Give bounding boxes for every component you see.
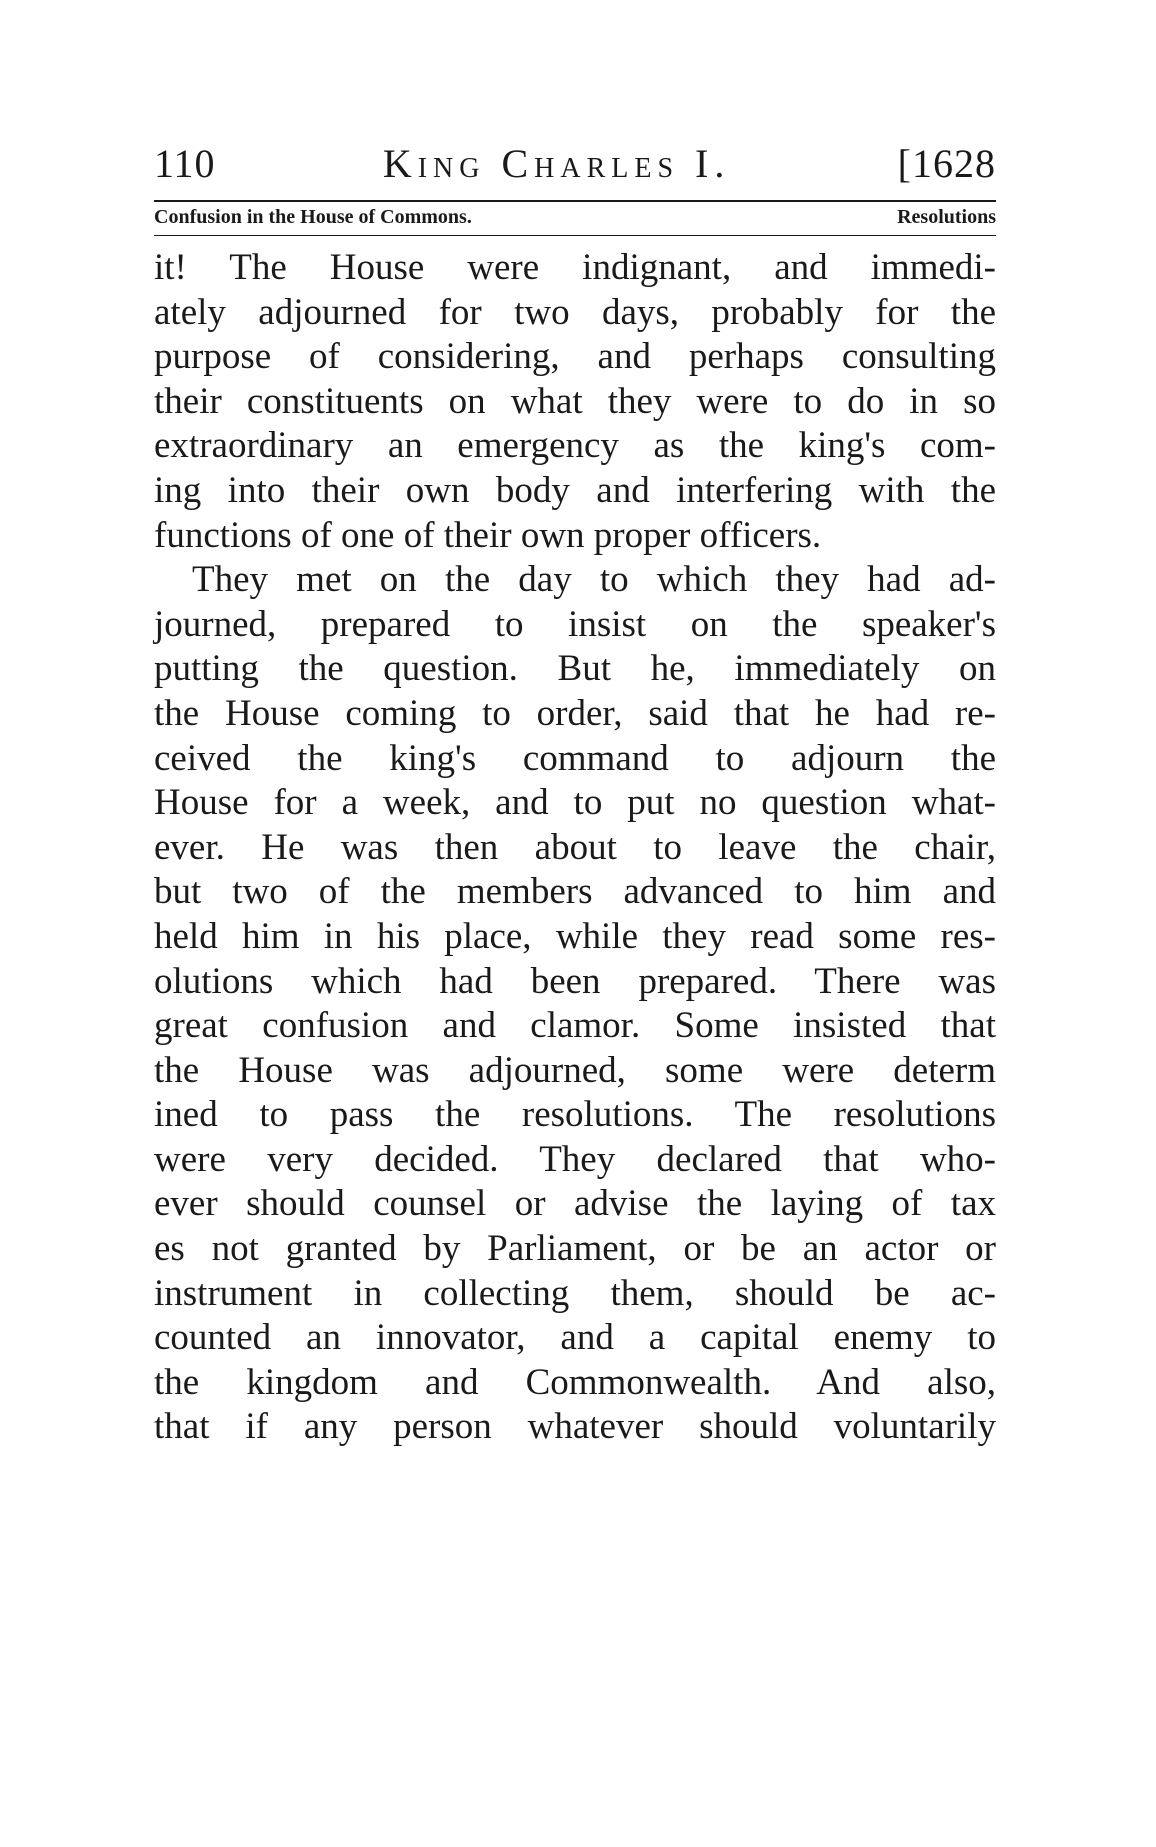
page-number: 110 (154, 141, 216, 186)
left-subhead: Confusion in the House of Commons. (154, 206, 472, 228)
text-line: counted an innovator, and a capital enemy to (154, 1317, 996, 1359)
book-page (154, 140, 996, 1450)
text-line: es not granted by Parliament, or be an actor or (154, 1228, 996, 1270)
running-title: King Charles I. (382, 141, 731, 186)
year-marker: [1628 (897, 141, 996, 186)
text-line: ceived the king's command to adjourn the (154, 737, 996, 779)
text-line: They met on the day to which they had ad- (192, 559, 996, 601)
text-line: ever should counsel or advise the laying of tax (154, 1183, 996, 1225)
text-line: functions of one of their own proper officers. (154, 514, 822, 556)
text-line: were very decided. They declared that who- (154, 1138, 996, 1180)
text-line: their constituents on what they were to do in so (154, 380, 996, 422)
text-line: House for a week, and to put no question what- (154, 782, 996, 824)
text-line: but two of the members advanced to him and (154, 871, 996, 913)
text-line: the House was adjourned, some were determ (154, 1049, 996, 1091)
text-line: instrument in collecting them, should be ac- (154, 1272, 996, 1314)
running-head (154, 140, 996, 200)
text-line: ined to pass the resolutions. The resolutions (154, 1094, 996, 1136)
text-line: purpose of considering, and perhaps consulting (154, 336, 996, 378)
subhead-rule (154, 235, 996, 236)
text-line: olutions which had been prepared. There was (154, 960, 996, 1002)
text-line: journed, prepared to insist on the speaker's (154, 603, 996, 645)
subhead (154, 202, 996, 235)
paragraph-2 (154, 558, 996, 1450)
text-line: putting the question. But he, immediately on (154, 648, 996, 690)
text-line: the kingdom and Commonwealth. And also, (154, 1361, 996, 1403)
text-line: that if any person whatever should voluntarily (154, 1406, 996, 1448)
text-line: ately adjourned for two days, probably for the (154, 291, 996, 333)
text-line: extraordinary an emergency as the king's com- (154, 425, 996, 467)
text-line: great confusion and clamor. Some insisted that (154, 1005, 996, 1047)
text-line: ever. He was then about to leave the chair, (154, 826, 996, 868)
text-line: the House coming to order, said that he had re- (154, 692, 996, 734)
text-line: ing into their own body and interfering with the (154, 469, 996, 511)
right-subhead: Resolutions (897, 206, 996, 228)
paragraph-1 (154, 246, 996, 558)
text-line: it! The House were indignant, and immedi- (154, 247, 996, 288)
body-text (154, 246, 996, 1450)
text-line: held him in his place, while they read some res- (154, 915, 996, 957)
